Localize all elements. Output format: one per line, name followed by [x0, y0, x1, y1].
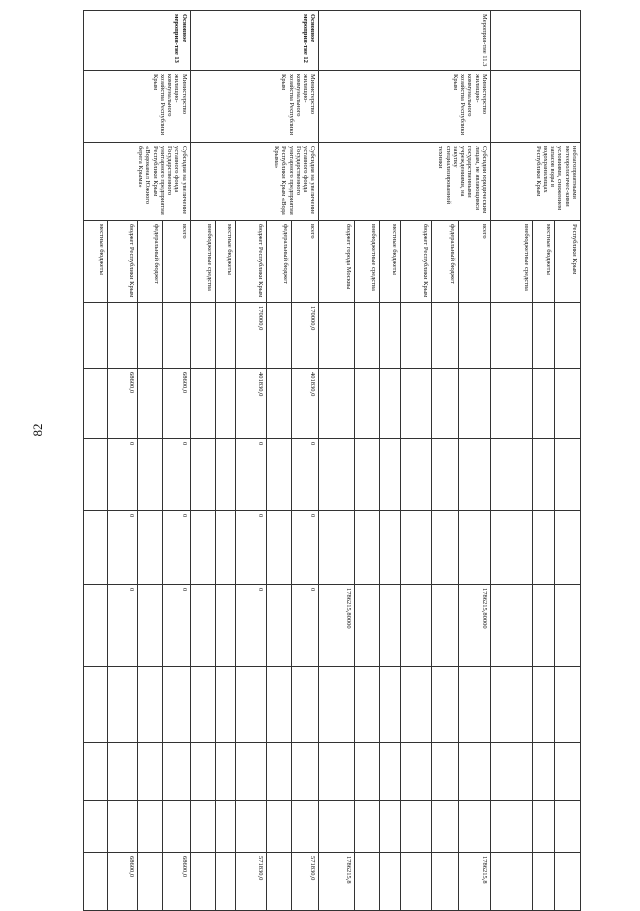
value-cell: 0 — [236, 585, 266, 667]
funding-source-cell: федеральный бюджет — [431, 221, 459, 303]
value-cell — [355, 369, 380, 439]
value-cell — [459, 439, 491, 511]
value-cell — [190, 801, 215, 853]
value-cell: 571830,0 — [236, 853, 266, 911]
value-cell: 0 — [236, 439, 266, 511]
value-cell — [163, 801, 191, 853]
value-cell — [266, 667, 291, 743]
value-cell — [215, 585, 236, 667]
value-cell: 0 — [163, 439, 191, 511]
value-cell — [190, 439, 215, 511]
value-cell — [554, 303, 580, 369]
value-cell — [491, 801, 533, 853]
value-cell — [266, 743, 291, 801]
value-cell — [84, 369, 108, 439]
value-cell — [491, 743, 533, 801]
value-cell — [431, 585, 459, 667]
value-cell — [554, 743, 580, 801]
value-cell — [532, 801, 554, 853]
value-cell — [291, 801, 319, 853]
value-cell — [532, 743, 554, 801]
value-cell — [459, 511, 491, 585]
value-cell — [431, 743, 459, 801]
description-cell: Субсидия на увеличение уставного фонда Государственного унитарного предприятия Республики Крым «Вода Крыма» — [190, 143, 319, 221]
value-cell — [554, 585, 580, 667]
funding-source-cell: всего — [163, 221, 191, 303]
value-cell — [236, 801, 266, 853]
value-cell — [401, 743, 431, 801]
value-cell — [355, 853, 380, 911]
executor-cell: Министерство жилищно-коммунального хозяйства Республики Крым — [319, 71, 491, 143]
value-cell: 1786215,80000 — [319, 585, 355, 667]
value-cell — [138, 585, 163, 667]
value-cell — [380, 801, 401, 853]
value-cell — [319, 303, 355, 369]
value-cell — [401, 303, 431, 369]
value-cell — [138, 853, 163, 911]
page-number: 82 — [30, 423, 45, 437]
value-cell — [401, 853, 431, 911]
value-cell — [491, 585, 533, 667]
value-cell — [215, 303, 236, 369]
value-cell — [532, 585, 554, 667]
value-cell — [459, 801, 491, 853]
value-cell — [84, 439, 108, 511]
funding-source-cell: внебюджетные средства — [190, 221, 215, 303]
value-cell — [355, 801, 380, 853]
value-cell — [532, 511, 554, 585]
value-cell: 68600,0 — [107, 853, 137, 911]
value-cell — [84, 585, 108, 667]
row-label — [491, 11, 581, 71]
value-cell — [532, 439, 554, 511]
value-cell — [215, 369, 236, 439]
value-cell: 401830,0 — [291, 369, 319, 439]
funding-source-cell: бюджет Республики Крым — [401, 221, 431, 303]
value-cell — [84, 853, 108, 911]
funding-source-cell: федеральный бюджет — [266, 221, 291, 303]
value-cell — [266, 369, 291, 439]
row-label: Мероприя-тие 11.3 — [319, 11, 491, 71]
table-row — [291, 11, 319, 911]
value-cell — [355, 667, 380, 743]
value-cell — [266, 801, 291, 853]
value-cell — [266, 303, 291, 369]
value-cell — [266, 511, 291, 585]
value-cell — [190, 585, 215, 667]
value-cell — [266, 439, 291, 511]
funding-source-cell: федеральный бюджет — [138, 221, 163, 303]
value-cell: 1786215,8 — [319, 853, 355, 911]
value-cell — [319, 743, 355, 801]
value-cell — [459, 743, 491, 801]
value-cell: 0 — [291, 439, 319, 511]
value-cell: 0 — [107, 439, 137, 511]
value-cell — [431, 369, 459, 439]
funding-source-cell: внебюджетные средства — [355, 221, 380, 303]
table-row — [163, 11, 191, 911]
value-cell — [138, 369, 163, 439]
value-cell: 0 — [236, 511, 266, 585]
value-cell — [380, 743, 401, 801]
value-cell — [459, 303, 491, 369]
funding-source-cell: местные бюджеты — [84, 221, 108, 303]
value-cell — [190, 511, 215, 585]
executor-cell — [491, 71, 581, 143]
funding-source-cell: местные бюджеты — [380, 221, 401, 303]
value-cell — [138, 439, 163, 511]
value-cell — [491, 511, 533, 585]
value-cell — [491, 303, 533, 369]
value-cell — [380, 303, 401, 369]
value-cell — [84, 667, 108, 743]
value-cell — [107, 743, 137, 801]
value-cell: 401830,0 — [236, 369, 266, 439]
value-cell — [532, 853, 554, 911]
funding-source-cell: бюджет города Москвы — [319, 221, 355, 303]
funding-source-cell: внебюджетные средства — [491, 221, 533, 303]
value-cell — [431, 801, 459, 853]
value-cell: 0 — [291, 585, 319, 667]
table-row — [554, 11, 580, 911]
value-cell — [107, 801, 137, 853]
value-cell — [163, 667, 191, 743]
value-cell — [355, 585, 380, 667]
value-cell — [236, 743, 266, 801]
value-cell: 0 — [163, 511, 191, 585]
value-cell — [84, 801, 108, 853]
value-cell — [215, 801, 236, 853]
value-cell — [291, 743, 319, 801]
value-cell — [532, 303, 554, 369]
value-cell — [401, 585, 431, 667]
value-cell: 68600,0 — [163, 853, 191, 911]
value-cell — [355, 439, 380, 511]
value-cell — [431, 667, 459, 743]
value-cell — [84, 303, 108, 369]
value-cell — [190, 369, 215, 439]
value-cell — [163, 303, 191, 369]
rotated-table-container — [83, 10, 581, 890]
value-cell — [266, 585, 291, 667]
value-cell: 0 — [107, 585, 137, 667]
value-cell — [401, 511, 431, 585]
value-cell — [84, 743, 108, 801]
value-cell — [554, 667, 580, 743]
executor-cell: Министерство жилищно-коммунального хозяйства Республики Крым — [190, 71, 319, 143]
value-cell — [355, 303, 380, 369]
value-cell — [319, 511, 355, 585]
funding-source-cell: бюджет Республики Крым — [107, 221, 137, 303]
value-cell — [554, 439, 580, 511]
value-cell — [532, 667, 554, 743]
value-cell: 0 — [163, 585, 191, 667]
value-cell — [554, 801, 580, 853]
value-cell — [163, 743, 191, 801]
value-cell — [380, 511, 401, 585]
funding-source-cell: местные бюджеты — [215, 221, 236, 303]
executor-cell: Министерство жилищно-коммунального хозяйства Республики Крым — [84, 71, 191, 143]
value-cell — [319, 667, 355, 743]
value-cell — [431, 303, 459, 369]
value-cell — [215, 667, 236, 743]
value-cell — [107, 303, 137, 369]
value-cell — [380, 853, 401, 911]
value-cell — [84, 511, 108, 585]
value-cell — [236, 667, 266, 743]
value-cell — [190, 743, 215, 801]
description-cell: Субсидии юридическим лицам, не являющимся государственными учреждениями, на закупку специализированной техники — [319, 143, 491, 221]
table-row — [459, 11, 491, 911]
value-cell — [138, 667, 163, 743]
value-cell: 170000,0 — [291, 303, 319, 369]
value-cell: 571830,0 — [291, 853, 319, 911]
value-cell: 0 — [291, 511, 319, 585]
value-cell — [190, 667, 215, 743]
row-label: Основное мероприя-тие 12 — [190, 11, 319, 71]
value-cell — [401, 667, 431, 743]
description-cell: неблагоприятными метеорологичес-кими условиями, снижением запасов воды в водохранилищах Республики Крым — [491, 143, 581, 221]
value-cell — [215, 743, 236, 801]
value-cell: 1786215,80000 — [459, 585, 491, 667]
value-cell — [380, 369, 401, 439]
value-cell — [215, 511, 236, 585]
value-cell — [355, 743, 380, 801]
row-label: Основное мероприя-тие 13 — [84, 11, 191, 71]
value-cell — [190, 853, 215, 911]
value-cell — [380, 585, 401, 667]
value-cell — [138, 511, 163, 585]
value-cell — [431, 511, 459, 585]
value-cell: 1786215,8 — [459, 853, 491, 911]
value-cell — [291, 667, 319, 743]
value-cell — [401, 801, 431, 853]
value-cell — [138, 303, 163, 369]
funding-source-cell: всего — [291, 221, 319, 303]
value-cell — [355, 511, 380, 585]
value-cell — [491, 369, 533, 439]
funding-source-cell: бюджет Республики Крым — [236, 221, 266, 303]
value-cell — [554, 511, 580, 585]
value-cell — [431, 439, 459, 511]
value-cell — [459, 667, 491, 743]
value-cell — [319, 439, 355, 511]
funding-source-cell: всего — [459, 221, 491, 303]
value-cell — [215, 853, 236, 911]
value-cell — [380, 439, 401, 511]
value-cell: 68600,0 — [163, 369, 191, 439]
value-cell: 68600,0 — [107, 369, 137, 439]
value-cell — [215, 439, 236, 511]
funding-source-cell: местные бюджеты — [532, 221, 554, 303]
value-cell — [107, 667, 137, 743]
value-cell — [431, 853, 459, 911]
value-cell — [491, 439, 533, 511]
description-cell: Субсидия на увеличение уставного фонда Государственного унитарного предприятия Республики Крым «Водоканал Южного берега Крыма» — [84, 143, 191, 221]
value-cell: 0 — [107, 511, 137, 585]
value-cell — [459, 369, 491, 439]
funding-source-cell: Республики Крым — [554, 221, 580, 303]
value-cell — [401, 369, 431, 439]
value-cell — [319, 801, 355, 853]
value-cell — [190, 303, 215, 369]
value-cell — [266, 853, 291, 911]
value-cell — [138, 801, 163, 853]
value-cell — [554, 853, 580, 911]
value-cell — [491, 667, 533, 743]
value-cell — [319, 369, 355, 439]
value-cell — [491, 853, 533, 911]
value-cell — [401, 439, 431, 511]
budget-table — [83, 10, 581, 911]
value-cell — [380, 667, 401, 743]
value-cell — [138, 743, 163, 801]
value-cell: 170000,0 — [236, 303, 266, 369]
value-cell — [532, 369, 554, 439]
value-cell — [554, 369, 580, 439]
